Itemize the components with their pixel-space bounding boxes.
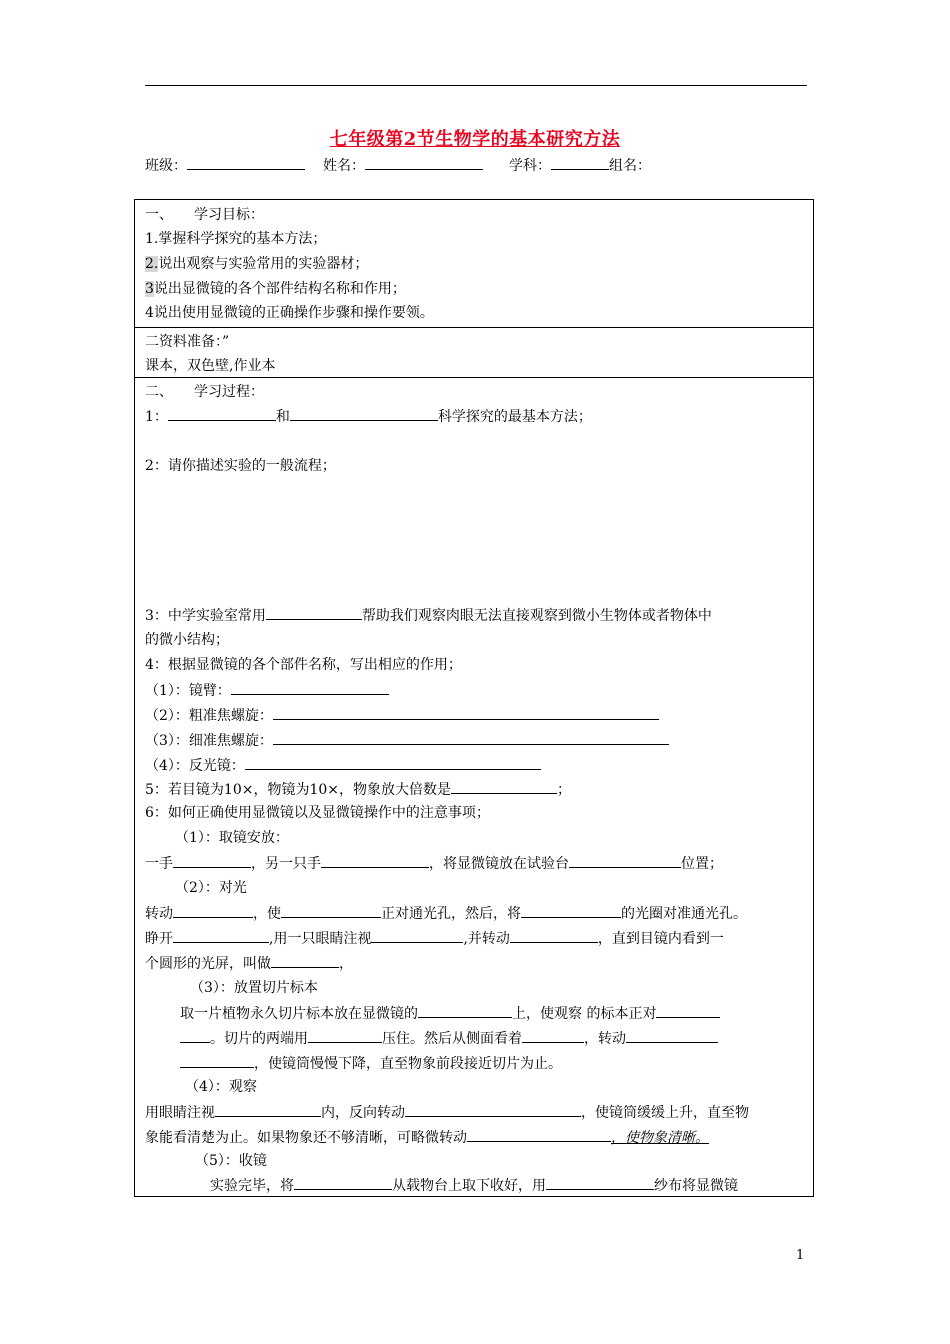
answer-blank[interactable] <box>308 1028 382 1043</box>
answer-blank[interactable] <box>173 928 269 943</box>
step-2-text: 转动 ，使 正对通光孔，然后，将 的光圈对准通光孔。 <box>145 903 747 924</box>
group-label: 组名： <box>609 158 651 174</box>
step-3-text-cont: 。切片的两端用 压住。然后从侧面看着 ，转动 <box>180 1028 718 1049</box>
question-6: 6：如何正确使用显微镜以及显微镜操作中的注意事项； <box>145 805 490 821</box>
student-info-line <box>145 155 651 175</box>
class-blank[interactable] <box>187 155 305 170</box>
answer-blank[interactable] <box>273 730 669 745</box>
row-divider <box>134 327 814 328</box>
goal-number-highlight: 2. <box>145 256 159 272</box>
answer-blank[interactable] <box>245 755 541 770</box>
step-3-text-end: ，使镜筒慢慢下降，直至物象前段接近切片为止。 <box>180 1053 562 1074</box>
question-2: 2：请你描述实验的一般流程； <box>145 458 336 474</box>
answer-blank[interactable] <box>180 1028 210 1043</box>
name-label: 姓名： <box>323 158 365 174</box>
answer-blank[interactable] <box>231 680 389 695</box>
answer-blank[interactable] <box>271 953 339 968</box>
header-rule <box>145 85 807 86</box>
answer-blank[interactable] <box>281 903 381 918</box>
goal-item: 4说出使用显微镜的正确操作步骤和操作要领。 <box>145 305 434 321</box>
step-3-heading: （3）：放置切片标本 <box>190 980 318 996</box>
question-5: 5：若目镜为10×，物镜为10×，物象放大倍数是 ； <box>145 779 571 800</box>
page-title: 七年级第2节生物学的基本研究方法 <box>329 129 621 150</box>
part-mirror: （4）：反光镜： <box>145 755 541 776</box>
step-4-heading: （4）：观察 <box>185 1079 257 1095</box>
process-heading: 二、 学习过程： <box>145 384 264 400</box>
answer-blank[interactable] <box>546 1175 654 1190</box>
step-1-text: 一手 ，另一只手 ，将显微镜放在试验台 位置； <box>145 853 723 874</box>
answer-blank[interactable] <box>173 903 253 918</box>
answer-blank[interactable] <box>451 779 557 794</box>
answer-blank[interactable] <box>294 1175 392 1190</box>
step-4-text-cont: 象能看清楚为止。如果物象还不够清晰，可略微转动 ，使物象清晰。 <box>145 1127 709 1148</box>
answer-blank[interactable] <box>656 1003 720 1018</box>
materials-heading: 二资料准备：” <box>145 334 230 350</box>
answer-blank[interactable] <box>418 1003 512 1018</box>
answer-blank[interactable] <box>321 853 429 868</box>
step-1-heading: （1）：取镜安放： <box>175 830 289 846</box>
answer-blank[interactable] <box>510 928 598 943</box>
step-2-text-end: 个圆形的光屏，叫做 ， <box>145 953 353 974</box>
step-2-heading: （2）：对光 <box>175 880 247 896</box>
materials-list: 课本，双色壁,作业本 <box>145 358 276 374</box>
question-1: 1： 和 科学探究的最基本方法； <box>145 406 592 427</box>
goal-number-highlight: 3 <box>145 281 154 297</box>
answer-blank[interactable] <box>290 406 438 421</box>
answer-blank[interactable] <box>215 1102 321 1117</box>
answer-blank[interactable] <box>626 1028 718 1043</box>
answer-blank[interactable] <box>467 1127 611 1142</box>
goals-heading: 一、 学习目标： <box>145 207 264 223</box>
question-4: 4：根据显微镜的各个部件名称，写出相应的作用； <box>145 657 462 673</box>
goal-item: 3说出显微镜的各个部件结构名称和作用； <box>145 281 406 297</box>
subject-label: 学科： <box>509 158 551 174</box>
answer-blank[interactable] <box>569 853 681 868</box>
step-4-text: 用眼睛注视 内，反向转动 ，使镜筒缓缓上升，直至物 <box>145 1102 749 1123</box>
answer-blank[interactable] <box>522 1028 584 1043</box>
answer-blank[interactable] <box>180 1053 254 1068</box>
answer-blank[interactable] <box>173 853 251 868</box>
answer-blank[interactable] <box>521 903 621 918</box>
answer-blank[interactable] <box>266 605 362 620</box>
name-blank[interactable] <box>365 155 483 170</box>
part-arm: （1）：镜臂： <box>145 680 389 701</box>
question-3-cont: 的微小结构； <box>145 632 229 648</box>
goal-item: 2.说出观察与实验常用的实验器材； <box>145 256 369 272</box>
answer-blank[interactable] <box>405 1102 581 1117</box>
step-2-text-cont: 睁开 ,用一只眼睛注视 ,并转动 ，直到目镜内看到一 <box>145 928 724 949</box>
step-5-heading: （5）：收镜 <box>195 1153 267 1169</box>
part-coarse-knob: （2）：粗准焦螺旋： <box>145 705 659 726</box>
question-3: 3：中学实验室常用 帮助我们观察肉眼无法直接观察到微小生物体或者物体中 <box>145 605 712 626</box>
step-5-text: 实验完毕，将 从载物台上取下收好，用 纱布将显微镜 <box>210 1175 738 1196</box>
part-fine-knob: （3）：细准焦螺旋： <box>145 730 669 751</box>
page-number: 1 <box>796 1248 805 1263</box>
class-label: 班级： <box>145 158 187 174</box>
step-3-text: 取一片植物永久切片标本放在显微镜的 上，使观察 的标本正对 <box>180 1003 720 1024</box>
answer-blank[interactable] <box>371 928 463 943</box>
goal-item: 1.掌握科学探究的基本方法； <box>145 231 327 247</box>
answer-blank[interactable] <box>168 406 276 421</box>
row-divider <box>134 377 814 378</box>
answer-blank[interactable] <box>273 705 659 720</box>
subject-blank[interactable] <box>551 155 609 170</box>
